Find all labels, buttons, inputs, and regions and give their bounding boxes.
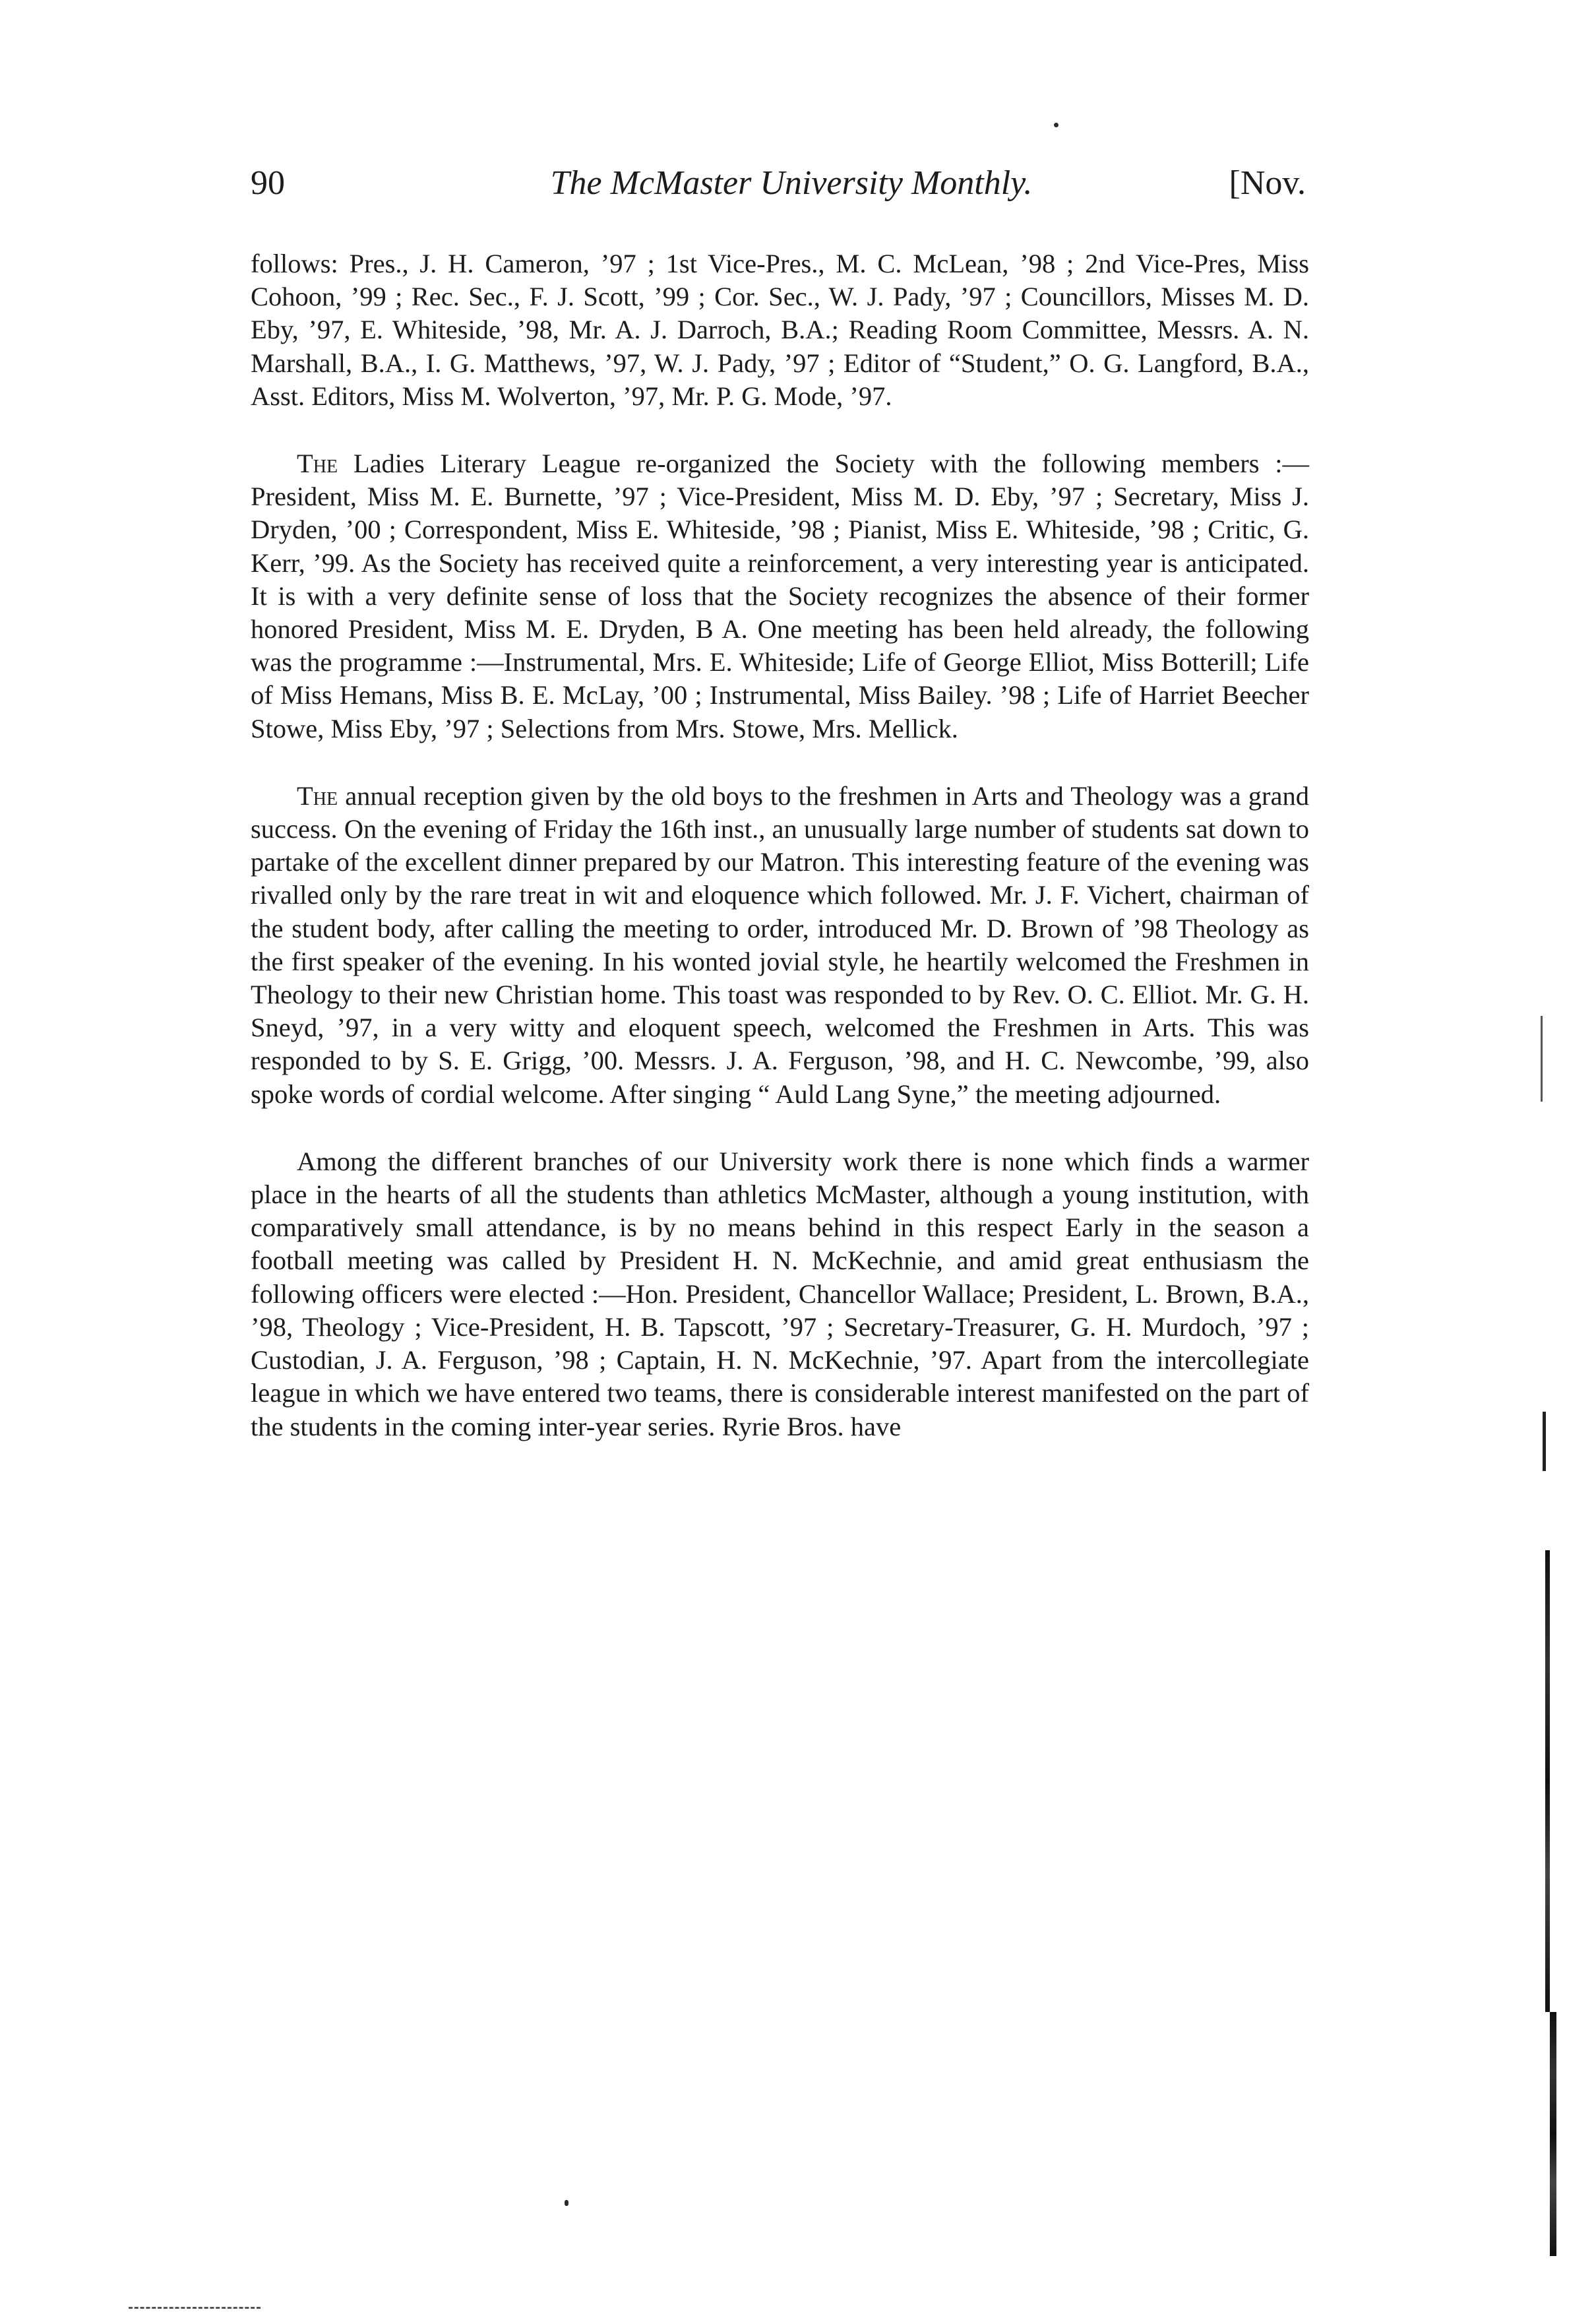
paragraph-text: Among the different branches of our University work there is none which finds a warmer place in the hearts of all the students than athletics McMaster, although a young institution, with comparatively small attendance, is by no means behind in this respect Early in the season a football meeting was called by President H. N. McKechnie, and amid great enthusiasm the following officers were elected :—Hon. President, Chancellor Wallace; President, L. Brown, B.A., ’98, Theology ; Vice-President, H. B. Tapscott, ’97 ; Secretary-Treasurer, G. H. Murdoch, ’97 ; Custodian, J. A. Ferguson, ’98 ; Captain, H. N. McKechnie, ’97. Apart from the intercollegiate league in which we have entered two teams, there is considerable interest manifested on the part of the students in the coming inter-year series. Ryrie Bros. have [251, 1146, 1309, 1441]
ink-speck [1054, 123, 1059, 127]
scan-edge-mark [1545, 1550, 1550, 2012]
scan-edge-mark [1541, 1016, 1543, 1102]
paragraph-text: Ladies Literary League re-organized the Society with the following members :—President, Miss M. E. Burnette, ’97 ; Vice-President, Miss M. D. Eby, ’97 ; Secretary, Miss J. Dryden, ’00 ; Correspondent, Miss E. Whiteside, ’98 ; Pianist, Miss E. Whiteside, ’98 ; Critic, G. Kerr, ’99. As the Society has received quite a reinforcement, a very interesting year is anticipated. It is with a very definite sense of loss that the Society recognizes the absence of their former honored President, Miss M. E. Dryden, B A. One meeting has been held already, the following was the programme :—Instrumental, Mrs. E. Whiteside; Life of George Elliot, Miss Botterill; Life of Miss Hemans, Miss B. E. McLay, ’00 ; Instrumental, Miss Bailey. ’98 ; Life of Harriet Beecher Stowe, Miss Eby, ’97 ; Selections from Mrs. Stowe, Mrs. Mellick. [251, 449, 1309, 743]
paragraph-lead-word: The [297, 449, 338, 479]
paragraph-annual-reception [251, 780, 1309, 1111]
scan-bottom-mark [129, 2307, 261, 2311]
paragraph-athletics [251, 1145, 1309, 1443]
paragraph-text: follows: Pres., J. H. Cameron, ’97 ; 1st Vice-Pres., M. C. McLean, ’98 ; 2nd Vice-Pres, Miss Cohoon, ’99 ; Rec. Sec., F. J. Scott, ’99 ; Cor. Sec., W. J. Pady, ’97 ; Councillors, Misses M. D. Eby, ’97, E. Whiteside, ’98, Mr. A. J. Darroch, B.A.; Reading Room Committee, Messrs. A. N. Marshall, B.A., I. G. Matthews, ’97, W. J. Pady, ’97 ; Editor of “Student,” O. G. Langford, B.A., Asst. Editors, Miss M. Wolverton, ’97, Mr. P. G. Mode, ’97. [251, 249, 1309, 411]
running-title: The McMaster University Monthly. [550, 164, 1033, 202]
page-header [251, 164, 1306, 216]
ink-speck [565, 2200, 568, 2206]
paragraph-lead-word: The [297, 780, 338, 811]
scan-edge-mark [1543, 1412, 1546, 1471]
paragraph-text: annual reception given by the old boys to the freshmen in Arts and Theology was a grand success. On the evening of Friday the 16th inst., an unusually large number of students sat down to partake of the excellent dinner prepared by our Matron. This interesting feature of the evening was rivalled only by the rare treat in wit and eloquence which followed. Mr. J. F. Vichert, chairman of the student body, after calling the meeting to order, introduced Mr. D. Brown of ’98 Theology as the first speaker of the evening. In his wonted jovial style, he heartily welcomed the Freshmen in Theology to their new Christian home. This toast was responded to by Rev. O. C. Elliot. Mr. G. H. Sneyd, ’97, in a very witty and eloquent speech, welcomed the Freshmen in Arts. This was responded to by S. E. Grigg, ’00. Messrs. J. A. Ferguson, ’98, and H. C. Newcombe, ’99, also spoke words of cordial welcome. After singing “ Auld Lang Syne,” the meeting adjourned. [251, 780, 1309, 1109]
paragraph-society-officers [251, 247, 1309, 413]
article-body [251, 247, 1309, 1443]
page-number: 90 [251, 164, 285, 202]
scan-edge-mark [1550, 2012, 1556, 2256]
issue-month: [Nov. [1229, 164, 1306, 202]
paragraph-ladies-literary-league [251, 447, 1309, 745]
